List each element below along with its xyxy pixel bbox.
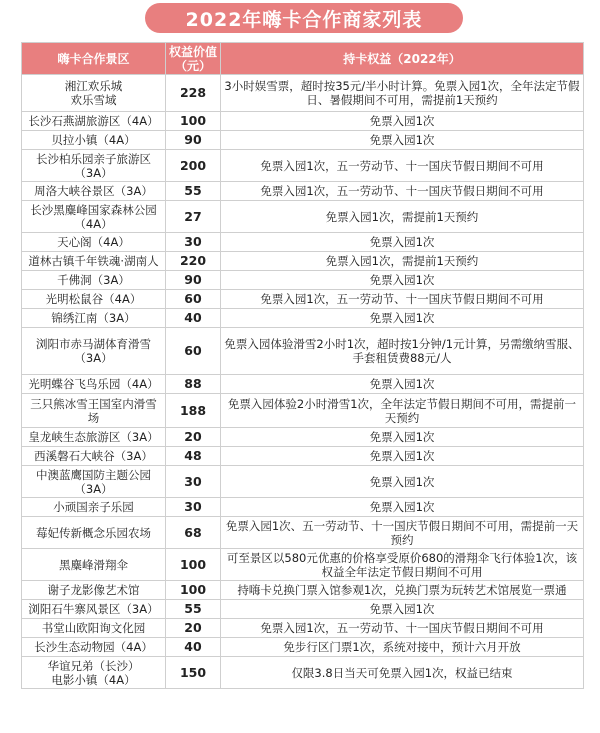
row-value: 90	[166, 271, 221, 290]
table-header-row	[22, 43, 584, 75]
row-value: 30	[166, 466, 221, 498]
table-row	[22, 112, 584, 131]
row-benefit: 免票入园1次	[221, 447, 584, 466]
row-value: 30	[166, 498, 221, 517]
row-value: 200	[166, 150, 221, 182]
row-name: 浏阳石牛寨风景区（3A）	[22, 600, 166, 619]
row-benefit: 免票入园1次，五一劳动节、十一国庆节假日期间不可用	[221, 290, 584, 309]
row-value: 30	[166, 233, 221, 252]
row-value: 100	[166, 112, 221, 131]
row-value: 68	[166, 517, 221, 549]
row-name: 长沙石燕湖旅游区（4A）	[22, 112, 166, 131]
row-benefit: 免票入园1次	[221, 375, 584, 394]
row-benefit: 免票入园1次	[221, 309, 584, 328]
row-benefit: 持嗨卡兑换门票入馆参观1次，兑换门票为玩转艺术馆展览一票通	[221, 581, 584, 600]
row-name: 光明蝶谷飞鸟乐园（4A）	[22, 375, 166, 394]
table-body	[22, 75, 584, 689]
row-benefit: 仅限3.8日当天可免票入园1次，权益已结束	[221, 657, 584, 689]
row-benefit: 3小时娱雪票，超时按35元/半小时计算。免票入园1次，全年法定节假日、暑假期间不可用，需提前1天预约	[221, 75, 584, 112]
table-row	[22, 428, 584, 447]
table-row	[22, 619, 584, 638]
table-row	[22, 75, 584, 112]
header-name: 嗨卡合作景区	[22, 43, 166, 75]
table-row	[22, 549, 584, 581]
row-name: 湘江欢乐城 欢乐雪域	[22, 75, 166, 112]
row-name: 天心阁（4A）	[22, 233, 166, 252]
table-row	[22, 233, 584, 252]
row-value: 20	[166, 619, 221, 638]
page-title: 2022年嗨卡合作商家列表	[145, 3, 463, 33]
table-row	[22, 309, 584, 328]
row-benefit: 可至景区以580元优惠的价格享受原价680的滑翔伞飞行体验1次，该权益全年法定节假日期间不可用	[221, 549, 584, 581]
table-row	[22, 657, 584, 689]
merchant-table	[21, 42, 584, 689]
row-value: 150	[166, 657, 221, 689]
row-name: 道林古镇千年铁魂·湖南人	[22, 252, 166, 271]
row-value: 48	[166, 447, 221, 466]
row-benefit: 免票入园1次，需提前1天预约	[221, 252, 584, 271]
row-benefit: 免票入园1次	[221, 131, 584, 150]
row-name: 谢子龙影像艺术馆	[22, 581, 166, 600]
table-row	[22, 182, 584, 201]
table-row	[22, 328, 584, 375]
row-value: 60	[166, 328, 221, 375]
row-benefit: 免票入园体验滑雪2小时1次，超时按1分钟/1元计算，另需缴纳雪服、手套租赁费88元/人	[221, 328, 584, 375]
row-value: 100	[166, 549, 221, 581]
row-name: 书堂山欧阳询文化园	[22, 619, 166, 638]
row-name: 中澳蓝鹰国防主题公园（3A）	[22, 466, 166, 498]
header-value: 权益价值（元）	[166, 43, 221, 75]
row-value: 228	[166, 75, 221, 112]
table-row	[22, 517, 584, 549]
table-row	[22, 252, 584, 271]
row-benefit: 免票入园1次	[221, 466, 584, 498]
row-benefit: 免票入园1次	[221, 600, 584, 619]
row-name: 千佛洞（3A）	[22, 271, 166, 290]
row-name: 长沙柏乐园亲子旅游区（3A）	[22, 150, 166, 182]
table-row	[22, 150, 584, 182]
row-value: 20	[166, 428, 221, 447]
row-benefit: 免票入园1次，五一劳动节、十一国庆节假日期间不可用	[221, 150, 584, 182]
row-value: 100	[166, 581, 221, 600]
row-name: 长沙黑麋峰国家森林公园（4A）	[22, 201, 166, 233]
row-name: 浏阳市赤马湖体育滑雪（3A）	[22, 328, 166, 375]
row-benefit: 免票入园1次、五一劳动节、十一国庆节假日期间不可用，需提前一天预约	[221, 517, 584, 549]
row-benefit: 免票入园1次	[221, 498, 584, 517]
table-row	[22, 375, 584, 394]
table-row	[22, 394, 584, 428]
row-name: 西溪磐石大峡谷（3A）	[22, 447, 166, 466]
row-name: 周洛大峡谷景区（3A）	[22, 182, 166, 201]
table-row	[22, 290, 584, 309]
row-value: 55	[166, 182, 221, 201]
row-name: 莓妃传新概念乐园农场	[22, 517, 166, 549]
row-value: 220	[166, 252, 221, 271]
row-benefit: 免票入园体验2小时滑雪1次，全年法定节假日期间不可用，需提前一天预约	[221, 394, 584, 428]
row-name: 锦绣江南（3A）	[22, 309, 166, 328]
row-benefit: 免票入园1次，五一劳动节、十一国庆节假日期间不可用	[221, 182, 584, 201]
row-value: 40	[166, 309, 221, 328]
row-benefit: 免票入园1次，需提前1天预约	[221, 201, 584, 233]
table-row	[22, 201, 584, 233]
row-benefit: 免票入园1次，五一劳动节、十一国庆节假日期间不可用	[221, 619, 584, 638]
table-row	[22, 638, 584, 657]
row-benefit: 免步行区门票1次，系统对接中，预计六月开放	[221, 638, 584, 657]
row-value: 27	[166, 201, 221, 233]
table-row	[22, 600, 584, 619]
row-name: 小顽国亲子乐园	[22, 498, 166, 517]
row-name: 贝拉小镇（4A）	[22, 131, 166, 150]
row-benefit: 免票入园1次	[221, 271, 584, 290]
row-benefit: 免票入园1次	[221, 233, 584, 252]
table-row	[22, 581, 584, 600]
row-name: 三只熊冰雪王国室内滑雪场	[22, 394, 166, 428]
row-value: 88	[166, 375, 221, 394]
row-value: 40	[166, 638, 221, 657]
header-benefit: 持卡权益（2022年）	[221, 43, 584, 75]
row-name: 长沙生态动物园（4A）	[22, 638, 166, 657]
row-name: 光明松鼠谷（4A）	[22, 290, 166, 309]
row-value: 60	[166, 290, 221, 309]
table-row	[22, 466, 584, 498]
row-value: 55	[166, 600, 221, 619]
row-name: 黑麋峰滑翔伞	[22, 549, 166, 581]
table-row	[22, 447, 584, 466]
row-name: 华谊兄弟（长沙） 电影小镇（4A）	[22, 657, 166, 689]
row-name: 皇龙峡生态旅游区（3A）	[22, 428, 166, 447]
table-row	[22, 498, 584, 517]
row-benefit: 免票入园1次	[221, 428, 584, 447]
table-row	[22, 271, 584, 290]
table-row	[22, 131, 584, 150]
row-benefit: 免票入园1次	[221, 112, 584, 131]
row-value: 188	[166, 394, 221, 428]
row-value: 90	[166, 131, 221, 150]
